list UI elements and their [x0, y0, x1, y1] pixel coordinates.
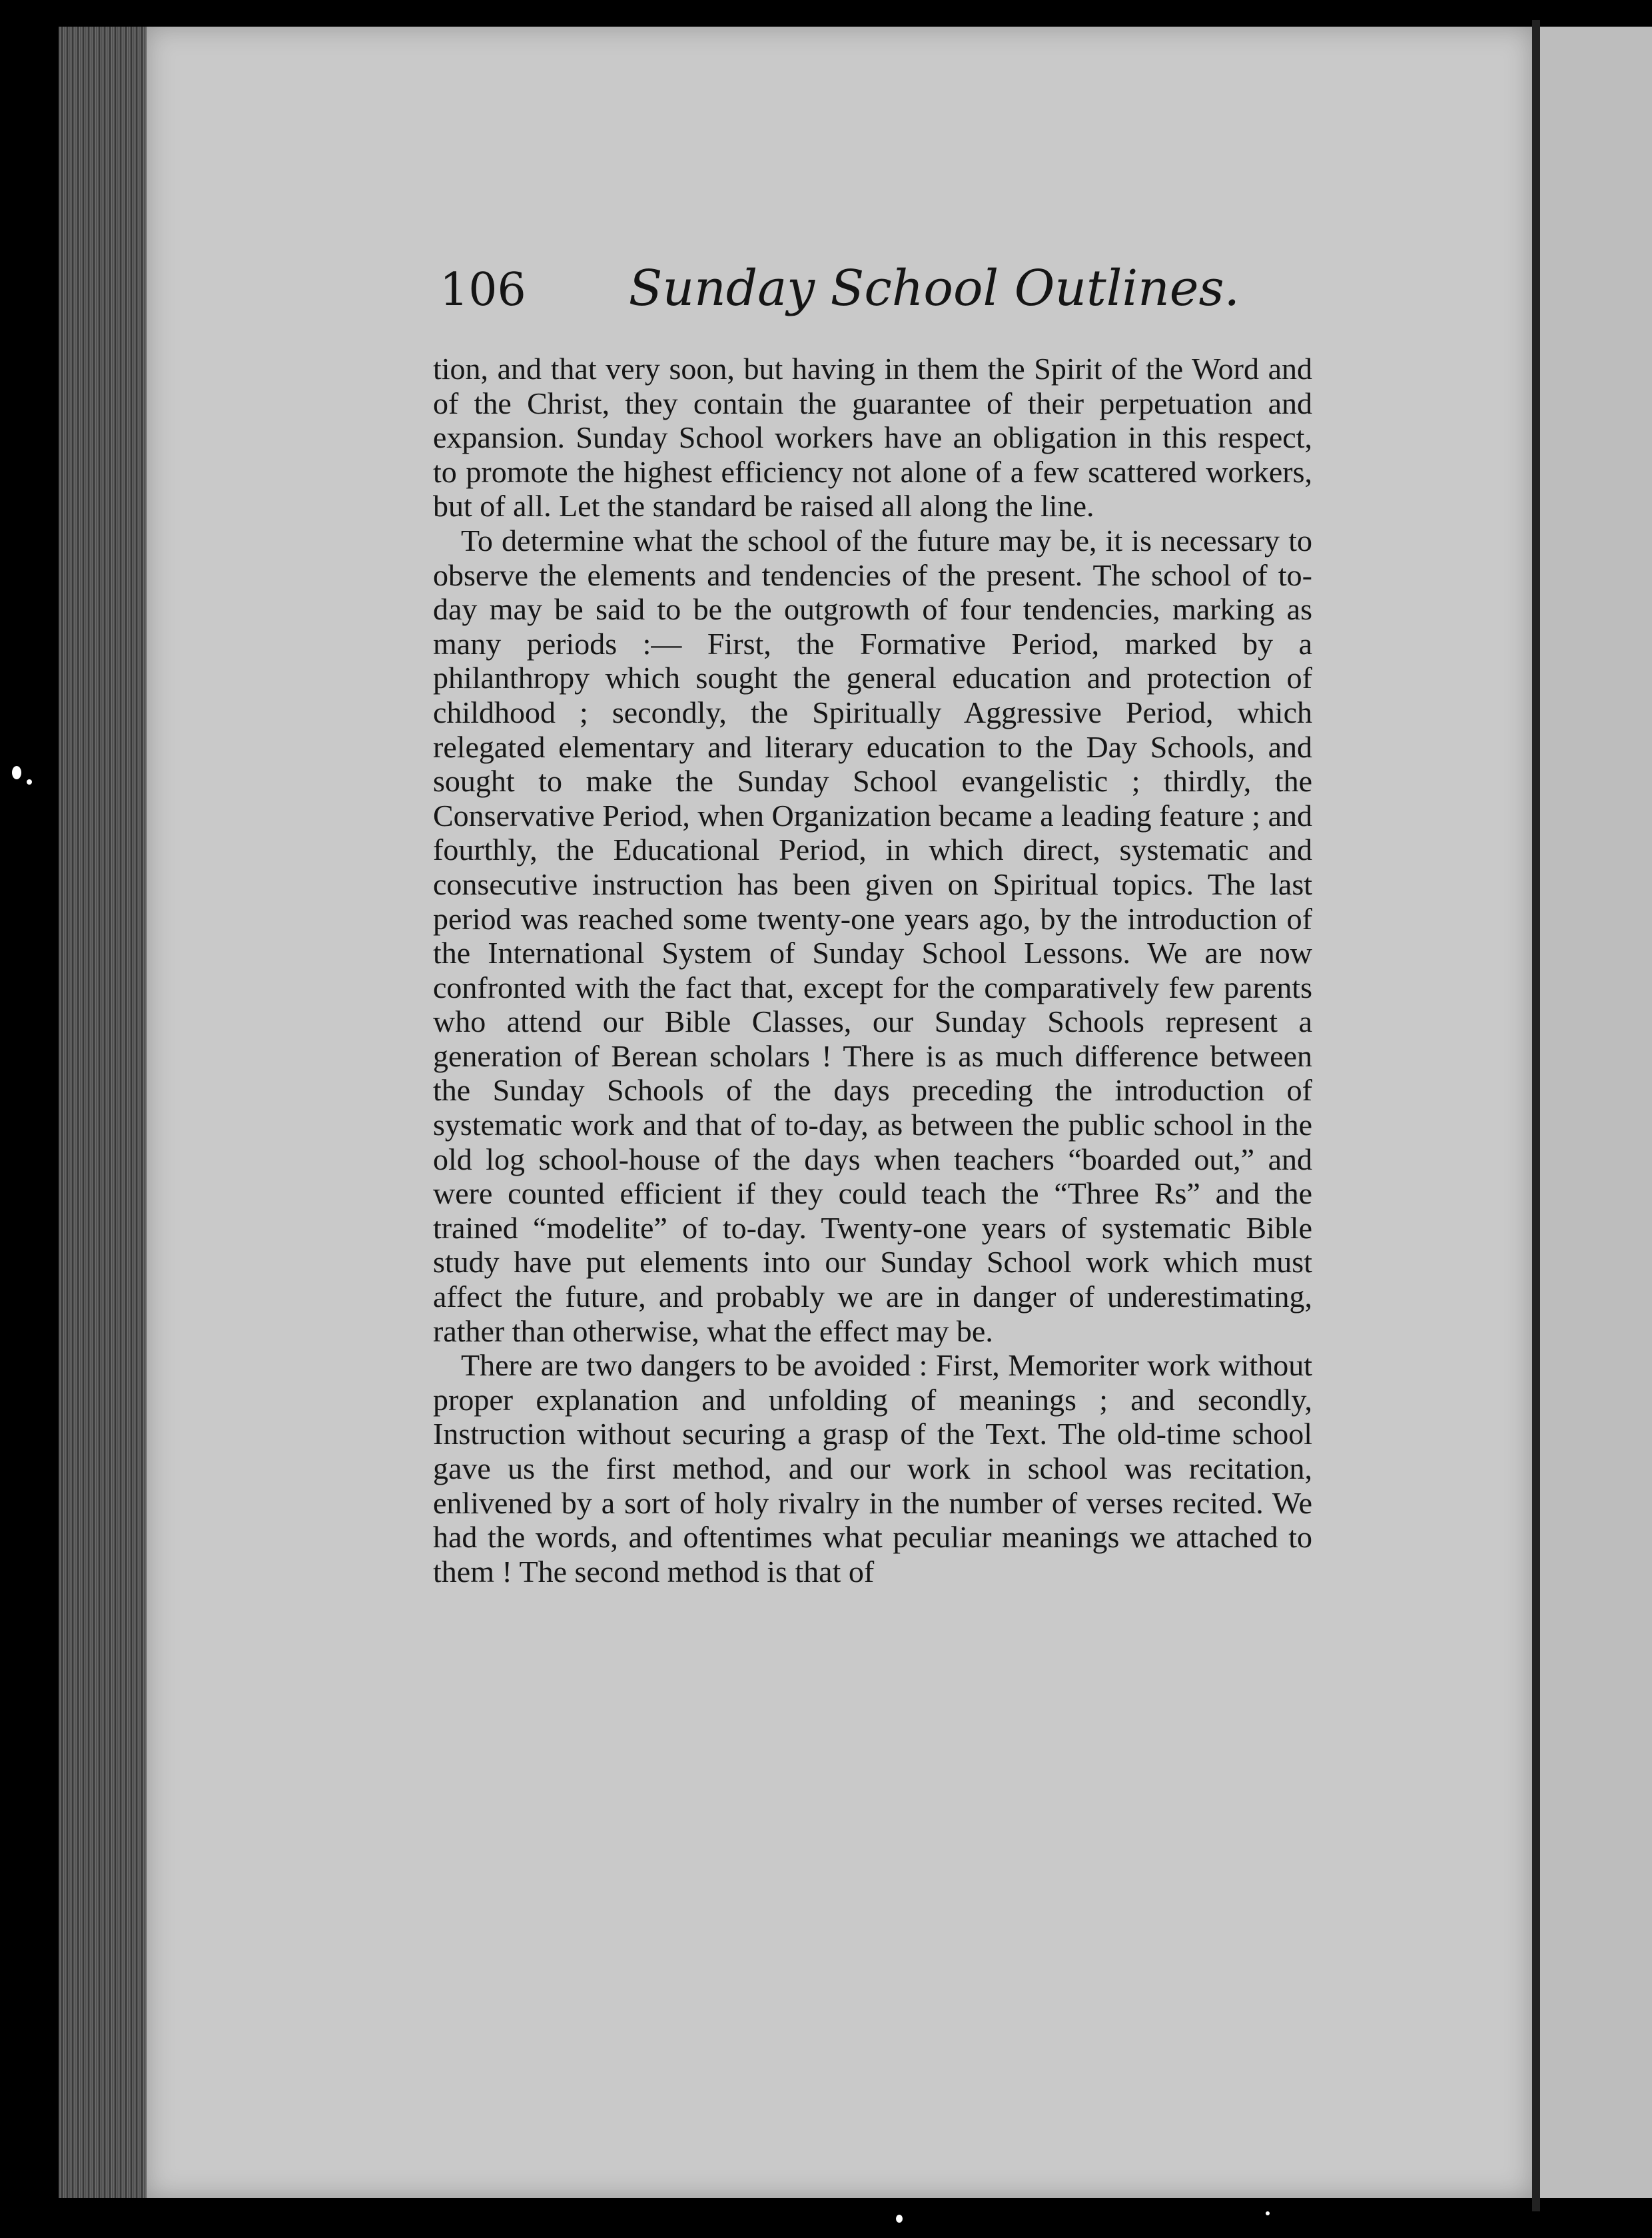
scan-speck — [27, 779, 32, 785]
paragraph-school-of-future: To determine what the school of the future may be, it is necessary to observe the elements and tendencies of the present. The school of to-day may be said to be the outgrowth of four tendencies, marking as many periods :— First, the Formative Period, marked by a philanthropy which sought the general education and protection of childhood ; secondly, the Spiritually Aggressive Period, which relegated elementary and literary education to the Day Schools, and sought to make the Sunday School evangelistic ; thirdly, the Conservative Period, when Organization became a leading feature ; and fourthly, the Educational Period, in which direct, systematic and consecutive instruction has been given on Spiritual topics. The last period was reached some twenty-one years ago, by the introduction of the International System of Sunday School Lessons. We are now confronted with the fact that, except for the comparatively few parents who attend our Bible Classes, our Sunday Schools represent a generation of Berean scholars ! There is as much difference between the Sunday Schools of the days preceding the introduction of systematic work and that of to-day, as between the public school in the old log school-house of the days when teachers “boarded out,” and were counted efficient if they could teach the “Three Rs” and the trained “modelite” of to-day. Twenty-one years of systematic Bible study have put elements into our Sunday School work which must affect the future, and probably we are in danger of underestimating, rather than otherwise, what the effect may be. — [433, 523, 1312, 1348]
running-title: Sunday School Outlines. — [628, 260, 1240, 317]
running-head — [440, 260, 1306, 340]
page-edges — [59, 27, 149, 2198]
scan-speck — [12, 766, 21, 779]
paragraph-continuation: tion, and that very soon, but having in them the Spirit of the Word and of the Christ, they contain the guarantee of their perpetuation and expansion. Sunday School workers have an obligation in this respect, to promote the highest efficiency not alone of a few scattered workers, but of all. Let the standard be raised all along the line. — [433, 352, 1312, 524]
body-text — [433, 352, 1312, 1589]
page-gutter — [1532, 20, 1540, 2211]
scan-speck — [896, 2215, 903, 2223]
page-number: 106 — [440, 264, 526, 316]
scan-speck — [1266, 2211, 1270, 2215]
facing-page-edge — [1540, 27, 1652, 2198]
paragraph-two-dangers: There are two dangers to be avoided : First, Memoriter work without proper explanation and unfolding of meanings ; and secondly, Instruction without securing a grasp of the Text. The old-time school gave us the first method, and our work in school was recitation, enlivened by a sort of holy rivalry in the number of verses recited. We had the words, and oftentimes what peculiar meanings we attached to them ! The second method is that of — [433, 1348, 1312, 1589]
